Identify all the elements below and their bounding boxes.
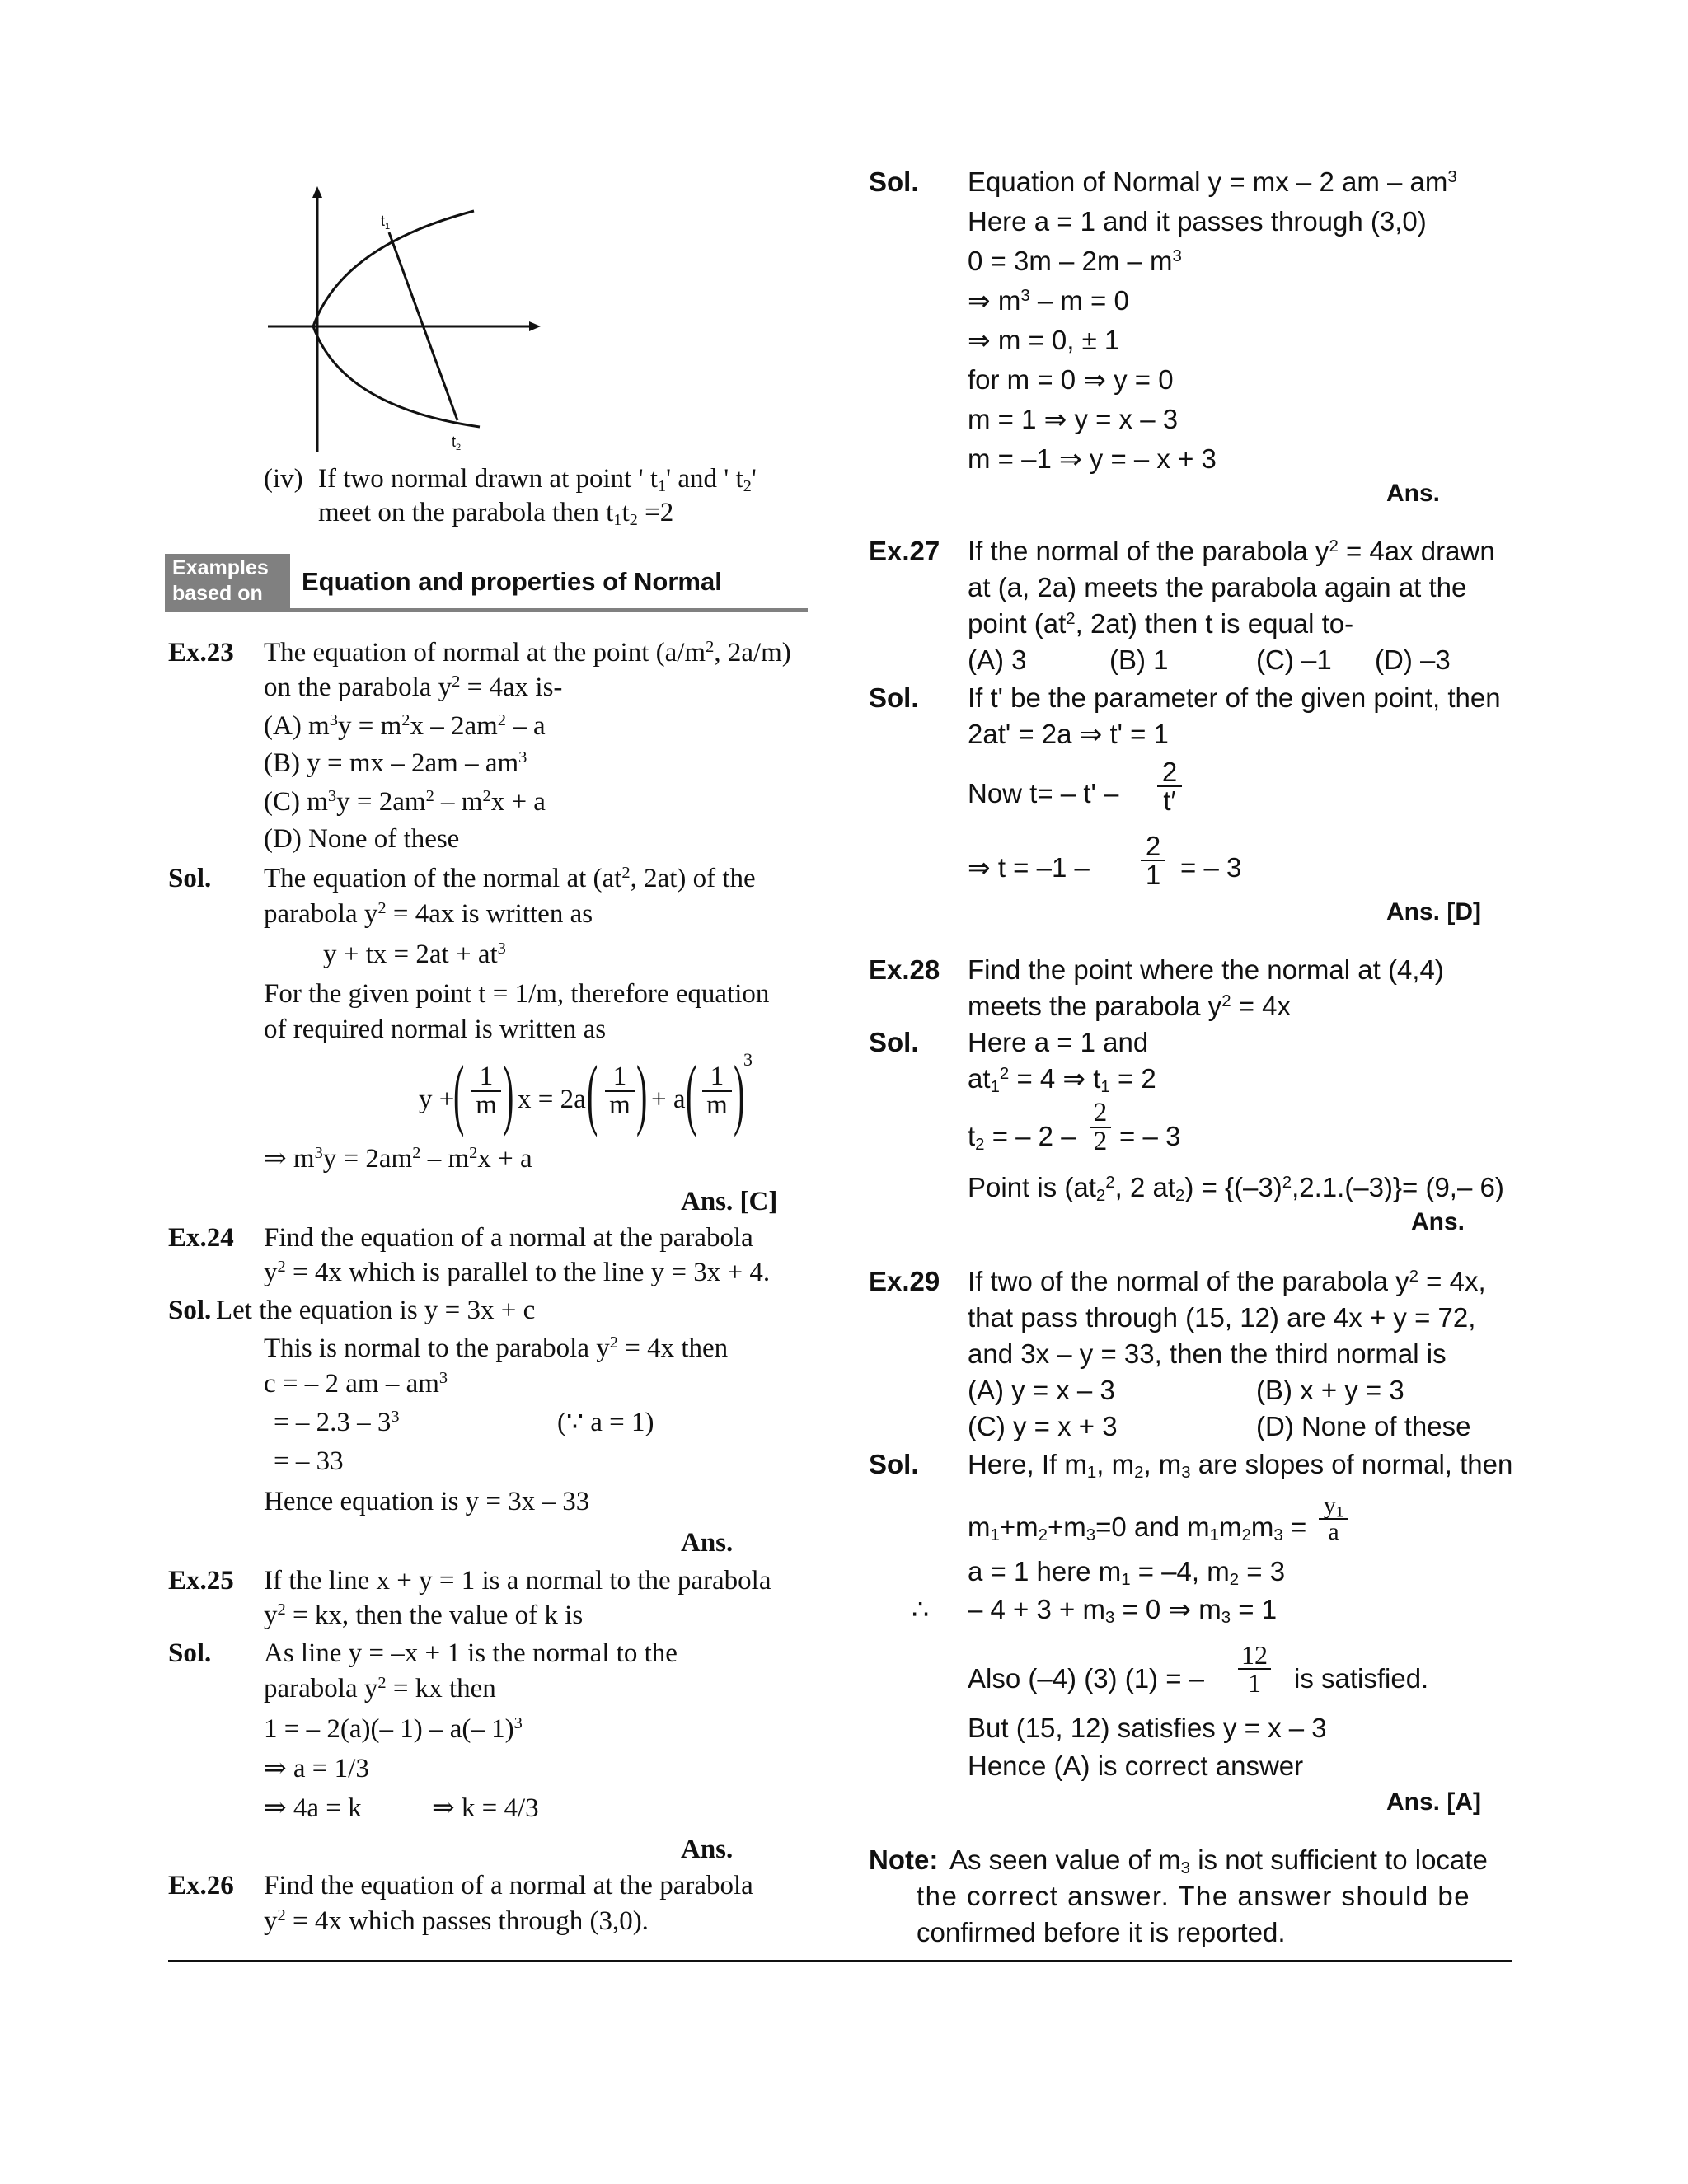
ex26-q1: Find the equation of a normal at the parabola — [264, 1871, 753, 1900]
ex25-ans: Ans. — [681, 1835, 734, 1864]
ex24-s3: c = – 2 am – $am^3$ — [264, 1368, 448, 1399]
ex23-sol-label: Sol. — [168, 864, 212, 893]
ex23-s7: ⇒ $m^3y = 2am^2 - m^2x + a$ — [264, 1143, 532, 1174]
ex27-optC: (C) –1 — [1256, 644, 1332, 675]
ex28-sol-label: Sol. — [869, 1027, 919, 1057]
ex26-label: Ex.26 — [168, 1871, 234, 1900]
footer-rule — [168, 1960, 1512, 1962]
ex26-s3: $0 = 3m - 2m - m^3$ — [968, 246, 1182, 276]
ex23-optB: (B) y = mx – $2am - am^3$ — [264, 748, 528, 778]
ex29-s3: a = 1 here $m_1 = -4$, $m_2 = 3$ — [968, 1556, 1286, 1590]
ex26-ans: Ans. — [1386, 480, 1441, 507]
ex25-s3: 1 = – 2(a)(– 1) – a(– 1)$^3$ — [264, 1713, 523, 1744]
examples-banner — [165, 554, 290, 608]
banner-rule — [165, 608, 808, 612]
ex24-s5: = – 33 — [274, 1446, 344, 1476]
ex25-s1: As line y = –x + 1 is the normal to the — [264, 1638, 678, 1668]
ex26-s4: ⇒ $m^3 - m = 0$ — [968, 285, 1129, 316]
banner-line1: Examples — [172, 556, 269, 579]
ex29-s5-fraction: 12 1 — [1238, 1642, 1271, 1696]
ex24-s4: = – $2.3 - 3^3$ — [274, 1407, 400, 1437]
ex29-optA: (A) y = x – 3 — [968, 1375, 1115, 1405]
note-l3: confirmed before it is reported. — [917, 1917, 1286, 1947]
x-axis-arrow — [529, 321, 541, 331]
ex24-s2: This is normal to the parabola $y^2 = 4x$ then — [264, 1333, 729, 1363]
therefore-symbol: ∴ — [912, 1594, 929, 1624]
ex29-ans: Ans. [A] — [1386, 1788, 1481, 1816]
ex24-q2: $y^2 = 4x$ which is parallel to the line y = 3x + 4. — [264, 1257, 771, 1287]
ex26-q2: $y^2 = 4x$ which passes through (3,0). — [264, 1905, 649, 1936]
ex26-s7: m = 1 ⇒ y = x – 3 — [968, 404, 1179, 434]
ex29-optB: (B) x + y = 3 — [1256, 1375, 1404, 1405]
ex25-s5b: ⇒ k = 4/3 — [432, 1793, 539, 1823]
ex28-s4: Point is ($at_2^2$, 2 $at_2) = \{(-3)^2,2.1.(-3)\}= (9,-$ 6) — [968, 1172, 1504, 1206]
ex28-q1: Find the point where the normal at (4,4) — [968, 954, 1444, 985]
ex28-q2: meets the parabola $y^2 = 4x$ — [968, 991, 1292, 1021]
ex25-s5a: ⇒ 4a = k — [264, 1793, 362, 1823]
note-label: Note: — [869, 1844, 939, 1875]
ex27-s3: Now t= – t' – — [968, 778, 1119, 808]
ex25-s2: parabola $y^2$ = kx then — [264, 1673, 496, 1704]
ex29-s4: – $4 + 3 + m_3 = 0$ ⇒ $m_3 = 1$ — [968, 1594, 1278, 1628]
ex23-s4: For the given point t = 1/m, therefore equation — [264, 979, 770, 1009]
intro-line2: meet on the parabola then $t_1t_2 =2$ — [318, 498, 674, 530]
banner-heading: Equation and properties of Normal — [302, 567, 722, 596]
ex29-s5: Also (–4) (3) (1) = – — [968, 1663, 1205, 1694]
ex29-s6: But (15, 12) satisfies y = x – 3 — [968, 1713, 1327, 1743]
ex26-s6: for m = 0 ⇒ y = 0 — [968, 364, 1174, 395]
y-axis-arrow — [312, 186, 322, 198]
ex29-optC: (C) y = x + 3 — [968, 1411, 1118, 1441]
ex27-q2: at (a, 2a) meets the parabola again at the — [968, 572, 1467, 602]
ex25-q2: $y^2$ = kx, then the value of k is — [264, 1600, 584, 1630]
ex24-s4b: (∵ a = 1) — [557, 1408, 654, 1437]
ex26-s8: m = –1 ⇒ y = – x + 3 — [968, 443, 1217, 474]
ex24-ans: Ans. — [681, 1528, 734, 1558]
ex23-optD: (D) None of these — [264, 824, 460, 854]
ex23-s2: parabola $y^2 = 4ax$ is written as — [264, 898, 593, 929]
ex27-ans: Ans. [D] — [1386, 898, 1481, 926]
ex29-s5-tail: is satisfied. — [1294, 1663, 1429, 1694]
ex25-s4: ⇒ a = 1/3 — [264, 1754, 369, 1783]
ex27-optA: (A) 3 — [968, 644, 1027, 675]
ex28-s3: $t_2$ = – 2 – — [968, 1121, 1076, 1155]
ex23-s1: The equation of the normal at ($at^2$, 2at) of the — [264, 863, 756, 893]
label-t2: $t_2$ — [452, 434, 462, 452]
parabola-normal-figure — [264, 180, 560, 460]
ex27-q1: If the normal of the parabola $y^2 = 4ax$ drawn — [968, 536, 1495, 566]
ex26-sol-label: Sol. — [869, 166, 919, 197]
ex24-sol-label: Sol. — [168, 1296, 212, 1325]
label-t1: $t_1$ — [381, 213, 391, 232]
ex29-q1: If two of the normal of the parabola $y^2 = 4x$, — [968, 1266, 1486, 1296]
ex29-q2: that pass through (15, 12) are 4x + y = 72, — [968, 1302, 1476, 1333]
banner-line2: based on — [172, 582, 263, 605]
ex27-label: Ex.27 — [869, 536, 940, 566]
ex23-s5: of required normal is written as — [264, 1015, 607, 1044]
ex29-s1: Here, If $m_1$, $m_2$, $m_3$ are slopes of normal, then — [968, 1449, 1513, 1483]
intro-line1: If two normal drawn at point ' $t_1'$ and ' $t_2'$ — [318, 464, 757, 496]
ex27-q3: point ($at^2$, 2at) then t is equal to- — [968, 608, 1354, 639]
ex23-q1: The equation of normal at the point ($a/m^2$, 2a/m) — [264, 637, 791, 668]
note-l1: As seen value of $m_3$ is not sufficient to locate — [950, 1844, 1488, 1878]
ex24-s6: Hence equation is y = 3x – 33 — [264, 1487, 590, 1516]
ex29-sol-label: Sol. — [869, 1449, 919, 1479]
ex24-q1: Find the equation of a normal at the parabola — [264, 1223, 753, 1253]
ex27-s4-fraction: 2 1 — [1141, 832, 1165, 888]
ex28-s3-tail: = – 3 — [1119, 1121, 1181, 1151]
ex24-label: Ex.24 — [168, 1223, 234, 1253]
ex27-s3-fraction: 2 t′ — [1157, 758, 1182, 814]
ex23-optA: (A) $m^3y = m^2x - 2am^2 - a$ — [264, 710, 546, 741]
ex25-q1: If the line x + y = 1 is a normal to the parabola — [264, 1566, 771, 1596]
ex27-optB: (B) 1 — [1109, 644, 1169, 675]
parabola-curve — [313, 211, 480, 427]
ex27-s2: 2at' = 2a ⇒ t' = 1 — [968, 719, 1169, 749]
ex23-optC: (C) $m^3y = 2am^2 - m^2x + a$ — [264, 786, 546, 817]
ex29-label: Ex.29 — [869, 1266, 940, 1296]
intro-item: (iv) — [264, 464, 303, 494]
ex23-label: Ex.23 — [168, 638, 234, 668]
ex29-s2-fraction: $y_1$ a — [1319, 1493, 1348, 1544]
ex25-label: Ex.25 — [168, 1566, 234, 1596]
ex27-s4-tail: = – 3 — [1180, 852, 1242, 883]
ex27-s1: If t' be the parameter of the given point, then — [968, 682, 1501, 713]
ex28-s2: $at_1^2 = 4$ ⇒ $t_1 = 2$ — [968, 1063, 1156, 1097]
ex26-s5: ⇒ m = 0, ± 1 — [968, 325, 1120, 355]
note-l2: the correct answer. The answer should be — [917, 1881, 1471, 1911]
ex29-optD: (D) None of these — [1256, 1411, 1471, 1441]
ex26-s1: Equation of Normal y = mx – 2 am – $am^3$ — [968, 166, 1457, 197]
ex27-optD: (D) –3 — [1375, 644, 1451, 675]
ex28-s1: Here a = 1 and — [968, 1027, 1149, 1057]
ex29-s7: Hence (A) is correct answer — [968, 1750, 1304, 1781]
ex28-s3-fraction: 2 2 — [1090, 1099, 1111, 1155]
ex25-sol-label: Sol. — [168, 1638, 212, 1668]
ex29-s2: $m_1+m_2+m_3=0$ and $m_1m_2m_3$ = — [968, 1511, 1307, 1545]
ex27-sol-label: Sol. — [869, 682, 919, 713]
ex27-s4: ⇒ t = –1 – — [968, 852, 1090, 883]
ex23-ans: Ans. [C] — [681, 1187, 778, 1216]
ex29-q3: and 3x – y = 33, then the third normal is — [968, 1338, 1447, 1369]
ex23-s3: y + tx = $2at + at^3$ — [323, 939, 506, 969]
ex23-q2: on the parabola $y^2 = 4ax$ is- — [264, 672, 563, 702]
ex28-ans: Ans. — [1411, 1208, 1465, 1235]
ex26-s2: Here a = 1 and it passes through (3,0) — [968, 206, 1427, 237]
ex28-label: Ex.28 — [869, 954, 940, 985]
ex24-s1: Let the equation is y = 3x + c — [216, 1296, 536, 1325]
